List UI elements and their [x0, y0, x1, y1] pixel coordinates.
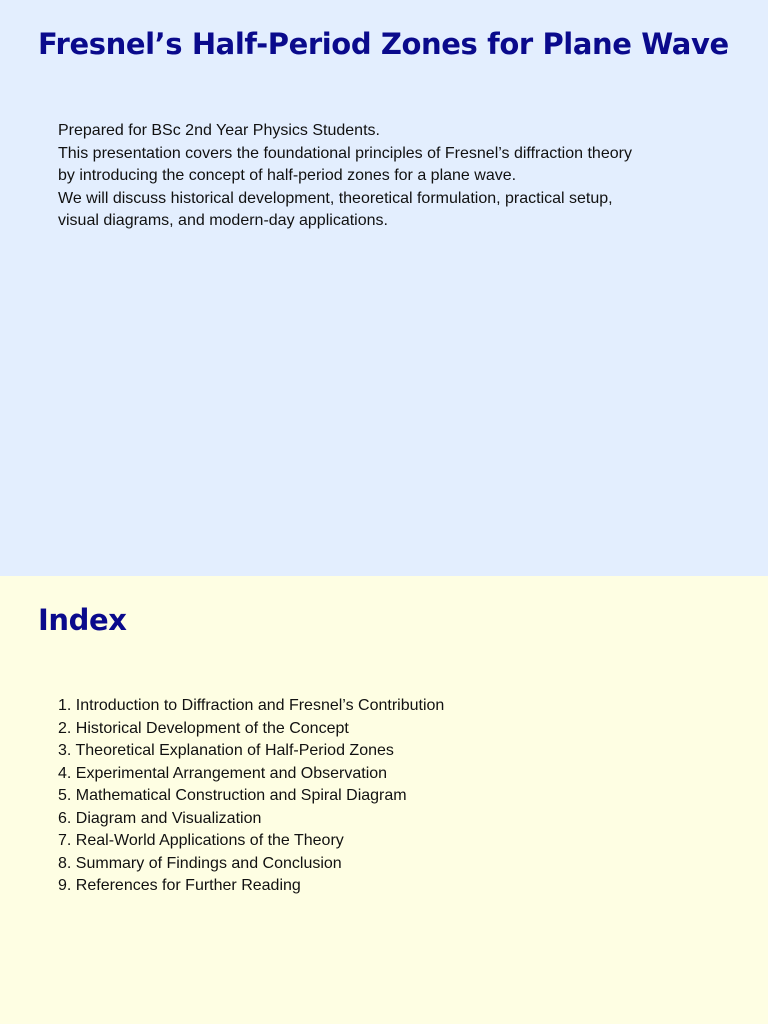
index-item: 1. Introduction to Diffraction and Fresnel’s Contribution	[58, 697, 445, 714]
index-body	[58, 695, 718, 898]
body-line: Prepared for BSc 2nd Year Physics Students.	[58, 122, 380, 139]
slide-body	[58, 120, 718, 233]
index-item: 9. References for Further Reading	[58, 877, 301, 894]
index-item: 6. Diagram and Visualization	[58, 809, 262, 827]
index-item: 8. Summary of Findings and Conclusion	[58, 854, 342, 872]
index-item: 3. Theoretical Explanation of Half-Period Zones	[58, 742, 394, 759]
body-line: visual diagrams, and modern-day applications.	[58, 212, 388, 229]
index-slide	[0, 576, 768, 1024]
index-item: 7. Real-World Applications of the Theory	[58, 832, 344, 849]
body-line: This presentation covers the foundational principles of Fresnel’s diffraction theory	[58, 144, 632, 162]
index-list	[58, 695, 718, 898]
index-item: 2. Historical Development of the Concept	[58, 719, 349, 737]
body-line: by introducing the concept of half-period zones for a plane wave.	[58, 167, 517, 184]
index-item: 4. Experimental Arrangement and Observation	[58, 764, 388, 782]
body-line: We will discuss historical development, theoretical formulation, practical setup,	[58, 189, 613, 207]
index-item: 5. Mathematical Construction and Spiral Diagram	[58, 787, 407, 804]
slide-title: Fresnel’s Half-Period Zones for Plane Wave	[38, 27, 729, 61]
slide-title: Index	[38, 603, 127, 637]
